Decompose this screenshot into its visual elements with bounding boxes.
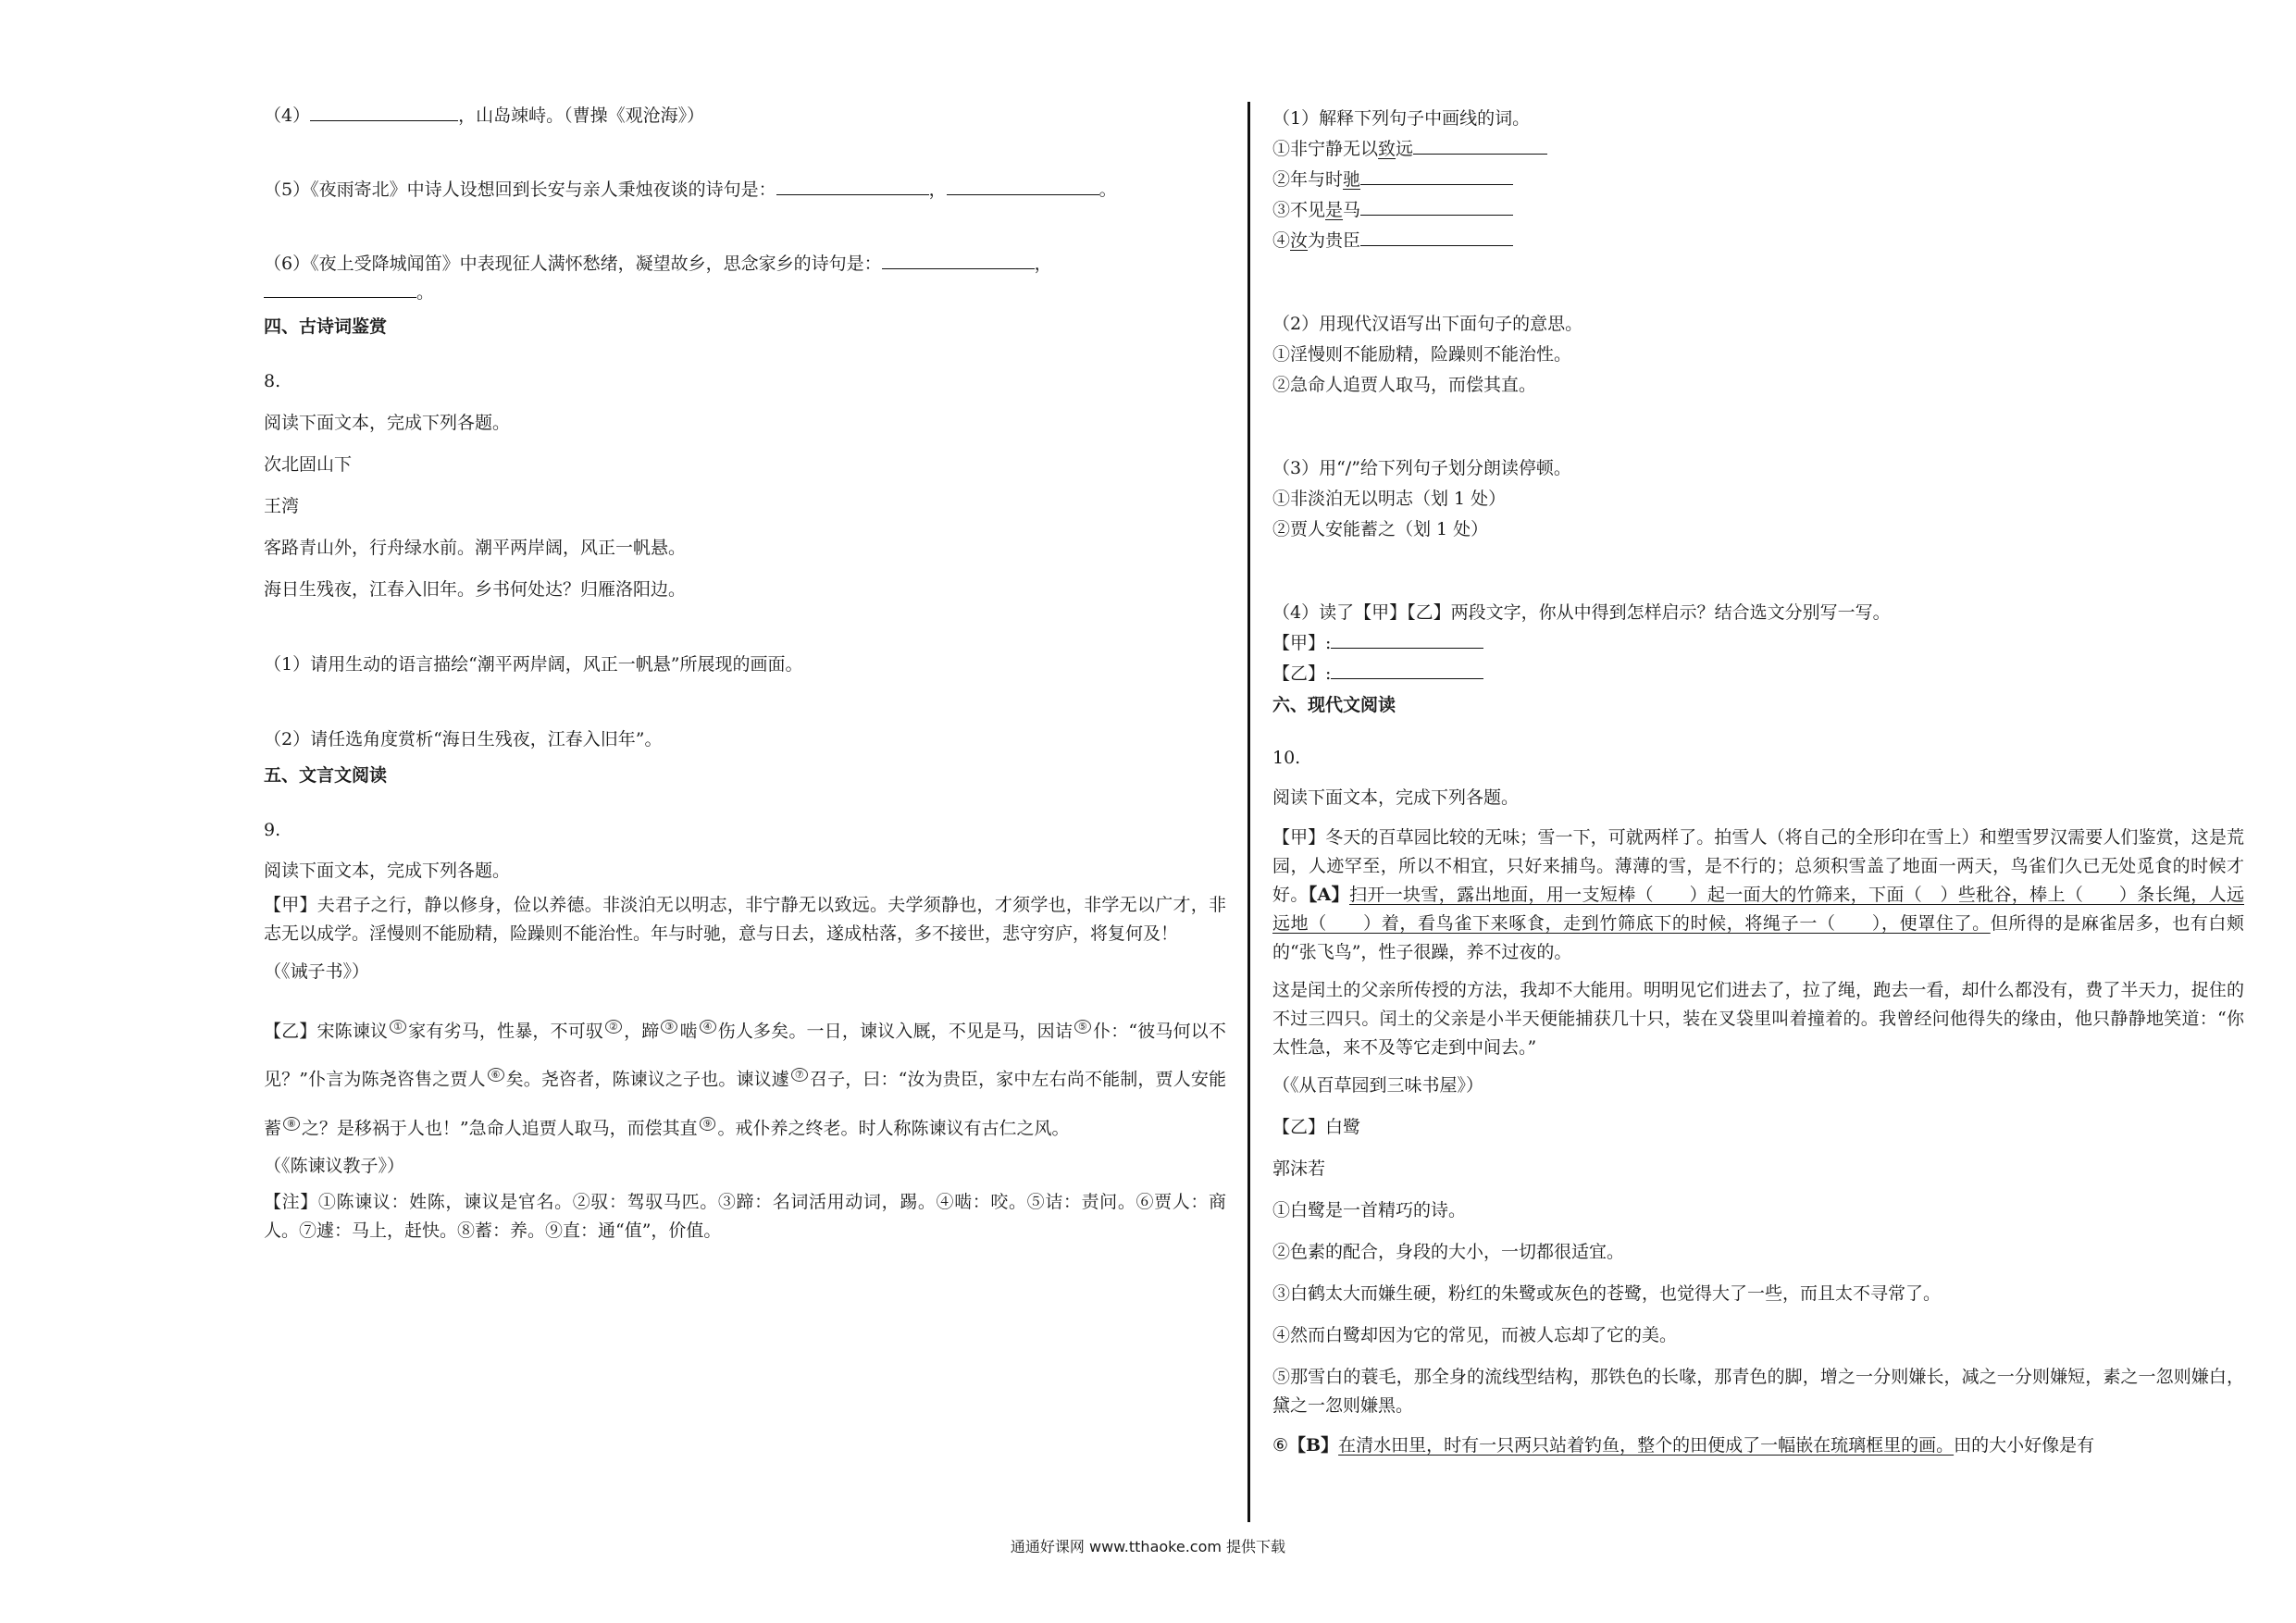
left-column xyxy=(264,102,1226,1245)
modern-jia-source: （《从百草园到三味书屋》） xyxy=(1272,1075,1484,1096)
para-number: ⑥ xyxy=(1272,1435,1289,1456)
word-text: ④ xyxy=(1272,230,1291,251)
q7-4-text: ，山岛竦峙。（曹操《观沧海》） xyxy=(458,105,705,126)
q10-prompt: 阅读下面文本，完成下列各题。 xyxy=(1272,787,1520,808)
q8-number: 8. xyxy=(264,371,281,391)
passage-jia: 【甲】夫君子之行，静以修身，俭以养德。非淡泊无以明志，非宁静无以致远。夫学须静也，才须学也，非学无以广才，非志无以成学。淫慢则不能励精，险躁则不能治性。年与时驰，意与日去，遂成枯落，多不接世，悲守穷庐，将复何及！ xyxy=(264,895,1226,944)
sentence-1: ①淫慢则不能励精，险躁则不能治性。 xyxy=(1272,344,1572,365)
q9-1: （1）解释下列句子中画线的词。 xyxy=(1272,108,1531,129)
jia-answer xyxy=(1272,628,2244,659)
yi-text: 家有劣马，性暴，不可驭 xyxy=(408,1021,604,1042)
answer-blank xyxy=(1360,227,1513,246)
word-4 xyxy=(1272,226,2244,256)
modern-passage-jia xyxy=(1272,824,2244,967)
answer-blank xyxy=(264,279,416,298)
pause-1: ①非淡泊无以明志（划 1 处） xyxy=(1272,489,1507,509)
footnote-marker: ③ xyxy=(661,1020,677,1034)
column-divider xyxy=(1247,102,1250,1522)
word-text: 远 xyxy=(1396,139,1414,159)
q7-5 xyxy=(264,176,1226,204)
answer-blank xyxy=(1360,166,1513,185)
word-text: ①非宁静无以 xyxy=(1272,139,1379,159)
yi-text: ，蹄 xyxy=(624,1021,660,1042)
word-1 xyxy=(1272,134,2244,165)
sentence-2: ②急命人追贾人取马，而偿其直。 xyxy=(1272,375,1537,395)
underlined-word: 是 xyxy=(1325,200,1344,220)
comma: ， xyxy=(1034,254,1052,274)
underlined-word: 汝 xyxy=(1290,230,1309,251)
footnote-marker: ⑤ xyxy=(1074,1020,1091,1034)
poem-title: 次北固山下 xyxy=(264,454,353,475)
word-2 xyxy=(1272,165,2244,195)
label-b: 【B】 xyxy=(1288,1435,1339,1456)
footnote-marker: ⑦ xyxy=(791,1068,808,1082)
label-a: 【A】 xyxy=(1308,885,1349,905)
yi-text: 啮 xyxy=(679,1021,698,1042)
section-5-heading: 五、文言文阅读 xyxy=(264,765,388,786)
underlined-word: 驰 xyxy=(1343,169,1361,190)
yi-answer xyxy=(1272,659,2244,689)
answer-blank xyxy=(776,176,929,195)
answer-blank xyxy=(310,102,458,121)
egret-para-2: ②色素的配合，身段的大小，一切都很适宜。 xyxy=(1272,1242,1625,1262)
comma: ， xyxy=(928,180,947,200)
poem-line-2: 海日生残夜，江春入旧年。乡书何处达？归雁洛阳边。 xyxy=(264,579,687,600)
footnote-marker: ② xyxy=(605,1020,622,1034)
period: 。 xyxy=(1098,180,1117,200)
passage-text: 【甲】冬天的百草园比较的无味；雪一下，可就两样了。拍雪人（将自己的全形印在雪上）和塑雪罗汉需要人们鉴赏，这是荒园，人迹罕至，所以不相宜，只好来捕鸟。薄薄的雪，是不行的；总须积雪盖了地面一两天，鸟雀们久已无处觅食的时候才好。 xyxy=(1272,827,2244,905)
yi-text: 召子，曰：“汝为贵臣，家中左右尚不能制，贾人安能蓄 xyxy=(264,1069,1226,1138)
q8-2: （2）请任选角度赏析“海日生残夜，江春入旧年”。 xyxy=(264,729,663,750)
yi-text: 矣。尧咨者，陈谏议之子也。谏议遽 xyxy=(505,1069,789,1090)
q8-1: （1）请用生动的语言描绘“潮平两岸阔，风正一帆悬”所展现的画面。 xyxy=(264,654,803,675)
pause-2: ②贾人安能蓄之（划 1 处） xyxy=(1272,519,1489,539)
answer-blank xyxy=(882,250,1035,269)
yi-text: 伤人多矣。一日，谏议入厩，不见是马，因诘 xyxy=(717,1021,1073,1042)
egret-para-3: ③白鹤太大而嫌生硬，粉红的朱鹭或灰色的苍鹭，也觉得大了一些，而且太不寻常了。 xyxy=(1272,1283,1942,1304)
q9-2: （2）用现代汉语写出下面句子的意思。 xyxy=(1272,314,1583,334)
answer-blank xyxy=(1360,196,1513,216)
footer-watermark: 通通好课网 www.tthaoke.com 提供下载 xyxy=(1010,1538,1286,1555)
passage-text: 田的大小好像是有 xyxy=(1954,1435,2095,1456)
answer-blank xyxy=(1331,660,1483,679)
word-text: ②年与时 xyxy=(1272,169,1344,190)
annotations: 【注】①陈谏议：姓陈，谏议是官名。②驭：驾驭马匹。③蹄：名词活用动词，踢。④啮：咬。⑤诘：责问。⑥贾人：商人。⑦遽：马上，赶快。⑧蓄：养。⑨直：通“值”，价值。 xyxy=(264,1191,1226,1241)
passage-jia-source: （《诫子书》） xyxy=(264,961,370,982)
egret-para-4: ④然而白鹭却因为它的常见，而被人忘却了它的美。 xyxy=(1272,1325,1678,1345)
yi-text: 之？是移祸于人也！”急命人追贾人取马，而偿其直 xyxy=(301,1117,698,1138)
answer-blank xyxy=(947,176,1099,195)
right-column xyxy=(1272,102,2244,1460)
answer-label: 【甲】: xyxy=(1272,633,1332,653)
passage-text: 但所得的是麻雀居多，也有白颊的“张飞鸟”，性子很躁，养不过夜的。 xyxy=(1272,913,2244,962)
footnote-marker: ④ xyxy=(700,1020,716,1034)
underlined-word: 致 xyxy=(1378,139,1396,159)
yi-text: 。戒仆养之终老。时人称陈谏议有古仁之风。 xyxy=(717,1117,1070,1138)
egret-para-1: ①白鹭是一首精巧的诗。 xyxy=(1272,1200,1467,1220)
footnote-marker: ⑥ xyxy=(488,1068,504,1082)
egret-author: 郭沫若 xyxy=(1272,1158,1326,1179)
poem-author: 王湾 xyxy=(264,496,300,516)
q9-4: （4）读了【甲】【乙】两段文字，你从中得到怎样启示？结合选文分别写一写。 xyxy=(1272,602,1891,623)
yi-text: 仆：“彼马何以不见？”仆言为陈尧咨售之贾人 xyxy=(264,1021,1226,1090)
q10-number: 10. xyxy=(1272,748,1301,768)
underlined-passage-a: 扫开一块雪，露出地面，用一支短棒（ ）起一面大的竹筛来，下面（ ）些秕谷，棒上（ ）条长绳，人远远地（ ）着，看鸟雀下来啄食，走到竹筛底下的时候，将绳子一（ ），便罩住了。 xyxy=(1272,885,2244,934)
q8-prompt: 阅读下面文本，完成下列各题。 xyxy=(264,413,511,433)
q7-6-text: （6）《夜上受降城闻笛》中表现征人满怀愁绪，凝望故乡，思念家乡的诗句是： xyxy=(264,254,882,274)
passage-yi xyxy=(264,1005,1226,1150)
section-4-heading: 四、古诗词鉴赏 xyxy=(264,316,388,337)
modern-passage-jia-2: 这是闰土的父亲所传授的方法，我却不大能用。明明见它们进去了，拉了绳，跑去一看，却什么都没有，费了半天力，捉住的不过三四只。闰土的父亲是小半天便能捕获几十只，装在叉袋里叫着撞着的。我曾经问他得失的缘由，他只静静地笑道：“你太性急，来不及等它走到中间去。” xyxy=(1272,980,2244,1058)
egret-para-6 xyxy=(1272,1431,2244,1460)
q7-4-num: （4） xyxy=(264,105,311,126)
q9-prompt: 阅读下面文本，完成下列各题。 xyxy=(264,861,511,881)
q7-4 xyxy=(264,102,1226,130)
word-text: ③不见 xyxy=(1272,200,1326,220)
yi-text: 【乙】宋陈谏议 xyxy=(264,1021,389,1042)
footnote-marker: ⑧ xyxy=(283,1117,300,1131)
footnote-marker: ① xyxy=(390,1020,406,1034)
word-3 xyxy=(1272,195,2244,226)
word-text: 马 xyxy=(1343,200,1361,220)
passage-yi-source: （《陈谏议教子》） xyxy=(264,1155,405,1176)
section-6-heading: 六、现代文阅读 xyxy=(1272,695,1396,715)
egret-title: 【乙】白鹭 xyxy=(1272,1117,1361,1137)
answer-blank xyxy=(1331,629,1483,649)
underlined-passage-b: 在清水田里，时有一只两只站着钓鱼，整个的田便成了一幅嵌在琉璃框里的画。 xyxy=(1338,1435,1955,1456)
answer-blank xyxy=(1413,135,1547,155)
q7-5-text: （5）《夜雨寄北》中诗人设想回到长安与亲人秉烛夜谈的诗句是： xyxy=(264,180,776,200)
q9-3: （3）用“/”给下列句子划分朗读停顿。 xyxy=(1272,458,1571,478)
egret-para-5: ⑤那雪白的蓑毛，那全身的流线型结构，那铁色的长喙，那青色的脚，增之一分则嫌长，减之一分则嫌短，素之一忽则嫌白，黛之一忽则嫌黑。 xyxy=(1272,1367,2244,1416)
footnote-marker: ⑨ xyxy=(700,1117,716,1131)
q7-6 xyxy=(264,250,1226,307)
q9-number: 9. xyxy=(264,820,281,840)
poem-line-1: 客路青山外，行舟绿水前。潮平两岸阔，风正一帆悬。 xyxy=(264,538,687,558)
period: 。 xyxy=(416,282,435,303)
answer-label: 【乙】: xyxy=(1272,663,1332,684)
word-text: 为贵臣 xyxy=(1308,230,1361,251)
